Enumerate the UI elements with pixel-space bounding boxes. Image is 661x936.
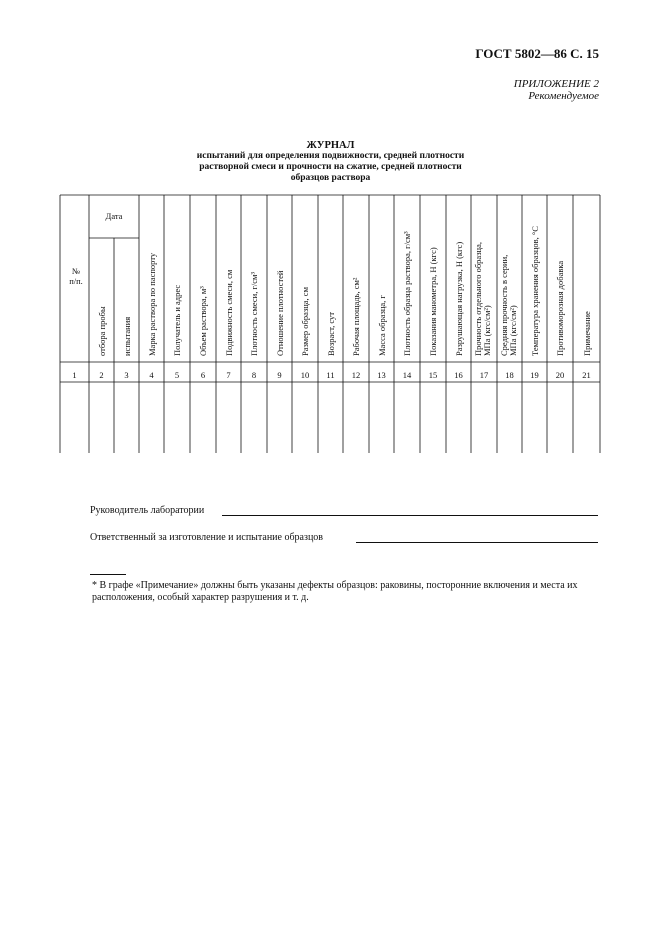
column-number: 18 bbox=[505, 370, 514, 380]
column-header-label: Плотность образца раствора, г/см³ bbox=[402, 231, 412, 356]
column-number: 5 bbox=[174, 370, 180, 380]
column-header-label: Показания манометра, Н (кгс) bbox=[428, 247, 438, 356]
column-header-label: Рабочая площадь, см² bbox=[351, 277, 361, 356]
column-number: 8 bbox=[251, 370, 257, 380]
number-sign: № bbox=[71, 266, 81, 276]
lab-head-label: Руководитель лаборатории bbox=[90, 505, 205, 516]
column-header-label: Марка раствора по паспорту bbox=[146, 252, 157, 356]
responsible-label: Ответственный за изготовление и испытание образцов bbox=[90, 532, 324, 543]
number-abbrev: п/п. bbox=[69, 276, 83, 286]
column-number: 19 bbox=[530, 370, 539, 380]
column-header-label: Разрушающая нагрузка, Н (кгс) bbox=[453, 241, 464, 356]
column-header-label: Отношение плотностей bbox=[274, 270, 285, 356]
column-number: 14 bbox=[402, 370, 412, 380]
column-number: 2 bbox=[99, 370, 104, 380]
column-header-label: Получатель и адрес bbox=[172, 284, 182, 356]
column-header-label: Температура хранения образцов, °С bbox=[529, 226, 540, 356]
column-number: 15 bbox=[428, 370, 438, 380]
column-header-label: Прочность отдельного образца, МПа (кгс/см²) bbox=[473, 242, 492, 356]
column-header-label: Противоморозная добавка bbox=[555, 260, 565, 356]
journal-title: ЖУРНАЛ bbox=[306, 140, 355, 151]
column-number: 20 bbox=[555, 370, 565, 380]
column-number: 17 bbox=[479, 370, 489, 380]
column-number: 6 bbox=[200, 370, 206, 380]
column-header-label: отбора пробы bbox=[96, 306, 107, 356]
column-number: 9 bbox=[277, 370, 282, 380]
column-number: 12 bbox=[351, 370, 361, 380]
column-header-label: Примечание bbox=[581, 311, 592, 356]
column-number: 16 bbox=[454, 370, 463, 380]
column-number: 21 bbox=[582, 370, 591, 380]
column-header-label: Масса образца, г bbox=[376, 295, 387, 356]
column-header-label: Средняя прочность в серии, МПа (кгс/см²) bbox=[499, 254, 518, 356]
lab-head-signature-line[interactable] bbox=[222, 515, 598, 516]
column-number: 11 bbox=[326, 370, 335, 380]
document-reference: ГОСТ 5802—86 С. 15 bbox=[475, 46, 599, 61]
column-number: 1 bbox=[72, 370, 77, 380]
journal-subtitle-line-1: испытаний для определения подвижности, средней плотности bbox=[196, 151, 465, 161]
column-header-label: Размер образца, см bbox=[300, 287, 310, 356]
column-number: 4 bbox=[149, 370, 154, 380]
column-header-number bbox=[64, 266, 88, 286]
column-header-label: испытания bbox=[121, 316, 132, 356]
column-number: 7 bbox=[226, 370, 231, 380]
responsible-signature-line[interactable] bbox=[356, 542, 598, 543]
column-number: 13 bbox=[377, 370, 386, 380]
column-header-label: Подвижность смеси, см bbox=[223, 269, 234, 356]
column-header-label: Плотность смеси, г/см³ bbox=[249, 272, 259, 356]
column-header-label: Возраст, сут bbox=[325, 311, 336, 356]
footnote-divider bbox=[90, 574, 126, 575]
column-number: 3 bbox=[124, 370, 129, 380]
column-header-date: Дата bbox=[105, 211, 123, 221]
journal-subtitle-line-3: образцов раствора bbox=[290, 173, 371, 183]
column-number: 10 bbox=[300, 370, 310, 380]
appendix-subtitle: Рекомендуемое bbox=[528, 90, 599, 102]
column-header-label: Объем раствора, м³ bbox=[198, 286, 208, 356]
appendix-title: ПРИЛОЖЕНИЕ 2 bbox=[513, 78, 599, 90]
footnote-text: * В графе «Примечание» должны быть указаны дефекты образцов: раковины, посторонние включения и места их расположения, особый характер разрушения и т. д. bbox=[92, 580, 578, 603]
journal-subtitle-line-2: растворной смеси и прочности на сжатие, средней плотности bbox=[199, 162, 462, 172]
